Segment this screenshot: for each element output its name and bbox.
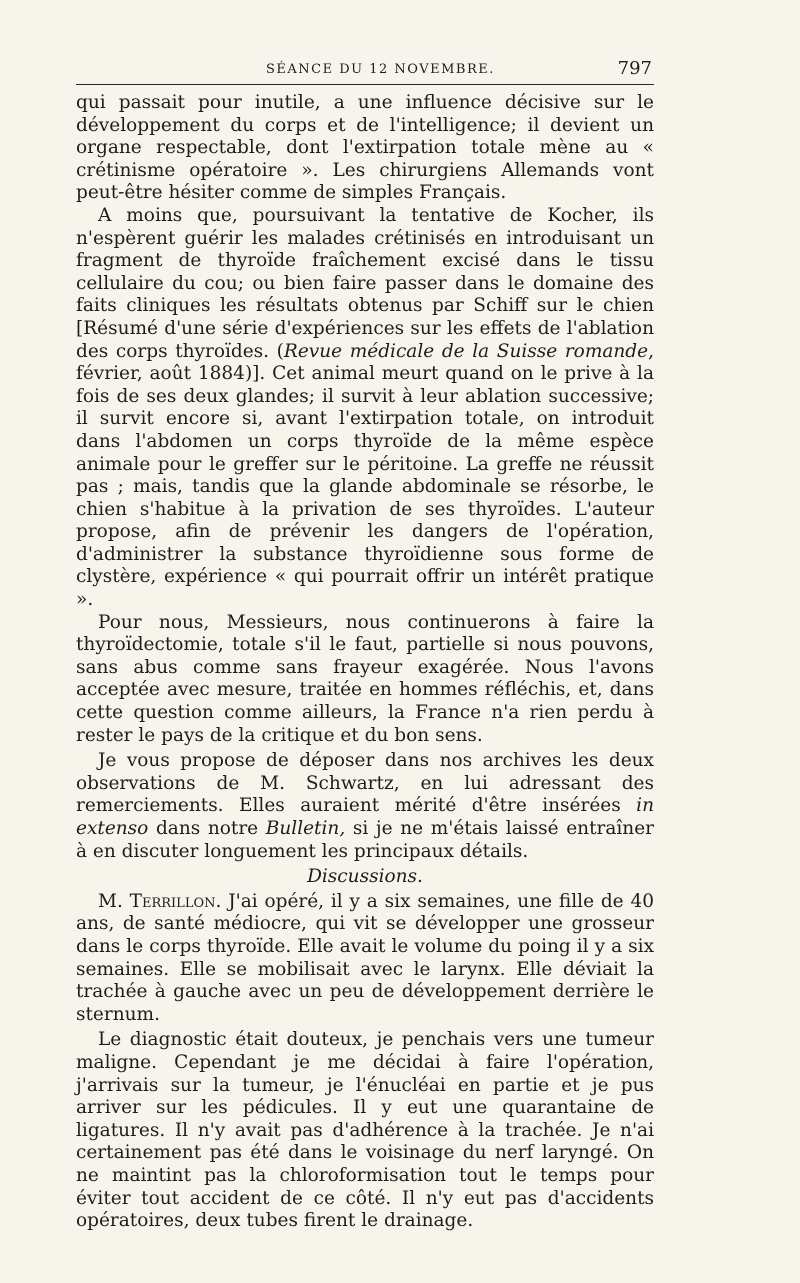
paragraph-text: J'ai opéré, il y a six semaines, une fille de 40 ans, de santé médiocre, qui vit se développer une grosseur dans le corps thyroïde. Elle avait le volume du poing il y a six semaines. Elle se mobilisait avec le larynx. Elle déviait la trachée à gauche avec un peu de développement derrière le sternum. [76, 890, 654, 1025]
paragraph-text: si je ne m'étais laissé entraîner à en discuter longuement les principaux détails. [76, 818, 654, 862]
latin-phrase: in extenso [76, 795, 654, 839]
paragraph-text: dans notre [148, 818, 266, 839]
paragraph-kocher-schiff [76, 205, 654, 612]
running-title: SÉANCE DU 12 NOVEMBRE. [266, 62, 495, 77]
paragraph-text: Je vous propose de déposer dans nos archives les deux observations de M. Schwartz, en lui adressant des remerciements. Elles auraient mérité d'être insérées [76, 750, 654, 817]
speaker-name: M. Terrillon. [98, 890, 222, 912]
journal-title: Revue médicale de la Suisse romande [283, 340, 649, 362]
paragraph-terrillon [76, 891, 654, 1027]
bulletin-title: Bulletin, [265, 818, 346, 839]
paragraph-diagnostic: Le diagnostic était douteux, je penchais vers une tumeur maligne. Cependant je me décidai à faire l'opération, j'arrivais sur la tumeur, je l'énucléai en partie et je pus arriver sur les pédicules. Il y eut une quarantaine de ligatures. Il n'y avait pas d'adhérence à la trachée. Je n'ai certainement pas été dans le voisinage du nerf laryngé. On ne maintint pas la chloroformisation tout le temps pour éviter tout accident de ce côté. Il n'y eut pas d'accidents opératoires, deux tubes firent le drainage. [76, 1029, 654, 1232]
paragraph-thyroidectomie: Pour nous, Messieurs, nous continuerons à faire la thyroïdectomie, totale s'il le faut, partielle si nous pouvons, sans abus comme sans frayeur exagérée. Nous l'avons acceptée avec mesure, traitée en hommes réfléchis, et, dans cette question comme ailleurs, la France n'a rien perdu à rester le pays de la critique et du bon sens. [76, 611, 654, 746]
paragraph-continued: qui passait pour inutile, a une influence décisive sur le développement du corps et de l'intelligence; il devient un organe respectable, dont l'extirpation totale mène au « crétinisme opératoire ». Les chirurgiens Allemands vont peut-être hésiter comme de simples Français. [76, 92, 654, 204]
page-header [76, 58, 654, 85]
paragraph-text: A moins que, poursuivant la tentative de Kocher, ils n'espèrent guérir les malades crétinisés en introduisant un fragment de thyroïde fraîchement excisé dans le tissu cellulaire du cou; ou bien faire passer dans le domaine des faits cliniques les résultats obtenus par Schiff sur le chien [Résumé d'une série d'expériences sur les effets de l'ablation des corps thyroïdes. ( [76, 204, 654, 362]
paragraph-proposal [76, 750, 654, 863]
page-body [76, 92, 654, 1233]
paragraph-text: , février, août 1884)]. Cet animal meurt quand on le prive à la fois de ses deux glandes; il survit à leur ablation successive; il survit encore si, avant l'extirpation totale, on introduit dans l'abdomen un corps thyroïde de la même espèce animale pour le greffer sur le péritoine. La greffe ne réussit pas ; mais, tandis que la glande abdominale se résorbe, le chien s'habitue à la privation de ses thyroïdes. L'auteur propose, afin de prévenir les dangers de l'opération, d'administrer la substance thyroïdienne sous forme de clystère, expérience « qui pourrait offrir un intérêt pratique ». [76, 340, 654, 611]
section-title-discussions: Discussions. [307, 866, 423, 888]
page-number: 797 [617, 58, 652, 79]
